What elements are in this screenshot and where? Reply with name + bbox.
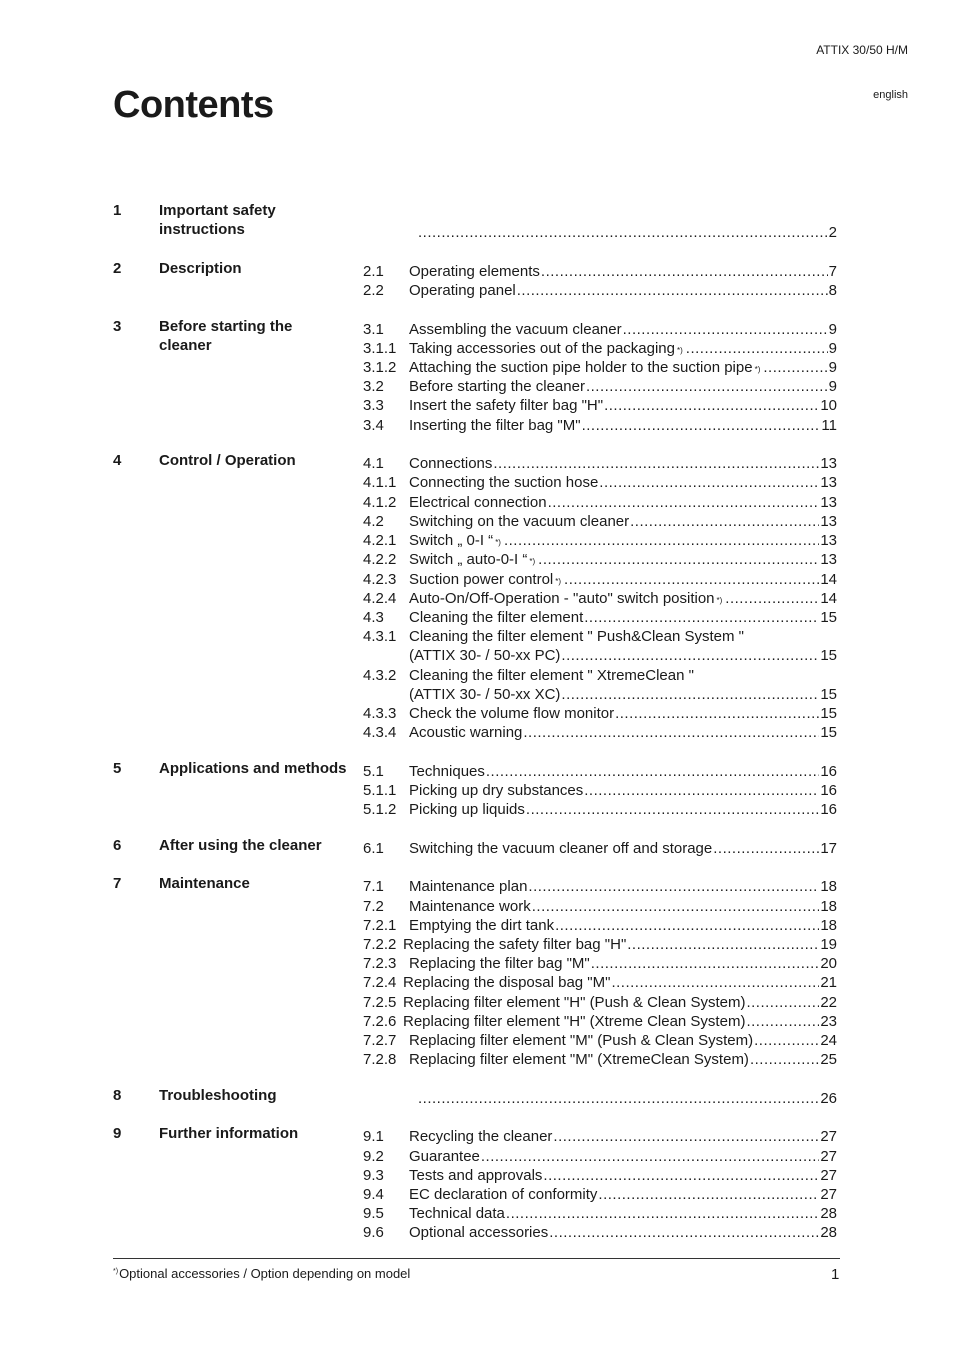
toc-entry bbox=[363, 781, 837, 800]
toc-entry-row bbox=[409, 454, 837, 473]
toc-entry-row bbox=[409, 608, 837, 627]
toc-entry bbox=[363, 1147, 837, 1166]
toc-entry-title: Emptying the dirt tank bbox=[409, 917, 555, 934]
toc-entry-page: 13 bbox=[820, 474, 837, 491]
toc-entry-title: Switching the vacuum cleaner off and storage bbox=[409, 840, 713, 857]
toc-entry-number: 4.2 bbox=[363, 513, 384, 530]
dot-leader bbox=[523, 723, 819, 742]
toc-entry-number: 9.5 bbox=[363, 1205, 384, 1222]
toc-entry bbox=[363, 473, 837, 492]
footnote bbox=[113, 1266, 410, 1281]
toc-entry-row bbox=[409, 1127, 837, 1146]
section-title: Before starting the cleaner bbox=[159, 318, 293, 354]
toc-entry-number: 4.3.3 bbox=[363, 705, 397, 722]
dot-leader bbox=[586, 377, 828, 396]
toc-entry-page: 9 bbox=[828, 378, 837, 395]
toc-entry-number: 4.3.4 bbox=[363, 724, 397, 741]
toc-entry-number: 3.4 bbox=[363, 417, 384, 434]
toc-entry-page: 8 bbox=[828, 282, 837, 299]
toc-entry-row bbox=[409, 666, 837, 685]
toc-entry bbox=[363, 935, 837, 954]
toc-entry-number: 7.2.3 bbox=[363, 955, 397, 972]
toc-entry-number: 4.1.2 bbox=[363, 494, 397, 511]
toc-entry-row bbox=[409, 839, 837, 858]
toc-entry-number: 7.2 bbox=[363, 898, 384, 915]
toc-entry-page: 17 bbox=[820, 840, 837, 857]
toc-entry-row bbox=[409, 800, 837, 819]
toc-entry-number: 9.6 bbox=[363, 1224, 384, 1241]
toc-entry bbox=[363, 666, 837, 685]
toc-entry bbox=[363, 1050, 837, 1069]
section-number: 2 bbox=[113, 260, 122, 277]
toc-entry-page: 9 bbox=[828, 340, 837, 357]
toc-entry-page: 15 bbox=[820, 686, 837, 704]
toc-entry-number: 4.1 bbox=[363, 455, 384, 472]
toc-entry-page: 23 bbox=[820, 1013, 837, 1030]
toc-entry-page: 13 bbox=[820, 513, 837, 530]
dot-leader bbox=[591, 954, 820, 973]
toc-entry-number: 7.2.7 bbox=[363, 1032, 397, 1049]
toc-entry-page: 27 bbox=[820, 1186, 837, 1203]
toc-entry-row bbox=[409, 377, 837, 396]
toc-entry-page: 26 bbox=[820, 1090, 837, 1107]
toc-entry-number: 4.2.1 bbox=[363, 532, 397, 549]
section-number: 6 bbox=[113, 837, 122, 854]
toc-entry-page: 18 bbox=[820, 898, 837, 915]
toc-entry-page: 11 bbox=[821, 417, 837, 434]
toc-entry-number: 3.1 bbox=[363, 321, 384, 338]
footnote-marker: *) bbox=[754, 365, 761, 374]
toc-entry-title: Assembling the vacuum cleaner bbox=[409, 321, 622, 338]
toc-entry-number: 9.4 bbox=[363, 1186, 384, 1203]
toc-entry-title: Operating panel bbox=[409, 282, 516, 299]
toc-entry-row bbox=[409, 916, 837, 935]
dot-leader bbox=[549, 1223, 819, 1242]
toc-entry-page: 25 bbox=[820, 1051, 837, 1068]
dot-leader bbox=[725, 589, 819, 608]
toc-entry-page: 2 bbox=[828, 224, 837, 241]
toc-entry-row bbox=[409, 1185, 837, 1204]
toc-entry bbox=[363, 916, 837, 935]
toc-entry-title: Switch „ 0-I “ bbox=[409, 532, 494, 549]
toc-entry bbox=[363, 993, 837, 1012]
toc-entry-row bbox=[409, 550, 837, 571]
toc-entry-page: 16 bbox=[820, 801, 837, 818]
dot-leader bbox=[686, 339, 828, 358]
toc-entry bbox=[363, 570, 837, 589]
toc-entry-title: Operating elements bbox=[409, 263, 540, 280]
toc-entry-title: Connecting the suction hose bbox=[409, 474, 599, 491]
toc-entry-page: 15 bbox=[820, 724, 837, 741]
dot-leader bbox=[526, 800, 819, 819]
section-title: Control / Operation bbox=[159, 452, 296, 469]
dot-leader bbox=[627, 935, 819, 954]
toc-entry-title: Technical data bbox=[409, 1205, 505, 1222]
toc-entry-page: 13 bbox=[820, 551, 837, 568]
dot-leader bbox=[541, 262, 828, 281]
toc-entry-title: Insert the safety filter bag "H" bbox=[409, 397, 604, 414]
toc-entry-row bbox=[409, 1147, 837, 1166]
toc-entry-page: 19 bbox=[820, 936, 837, 953]
toc-entry-number: 9.1 bbox=[363, 1128, 384, 1145]
toc-entry-number: 7.2.6 bbox=[363, 1013, 397, 1030]
toc-entry-page: 18 bbox=[820, 878, 837, 895]
section-title: Applications and methods bbox=[159, 760, 347, 777]
toc-entry-number: 7.2.5 bbox=[363, 994, 397, 1011]
dot-leader bbox=[584, 608, 819, 627]
section-title: After using the cleaner bbox=[159, 837, 322, 854]
section-title: Maintenance bbox=[159, 875, 250, 892]
toc-entry-row bbox=[403, 993, 837, 1012]
toc-entry-row bbox=[409, 473, 837, 492]
dot-leader bbox=[528, 877, 819, 896]
toc-entry-row bbox=[409, 1223, 837, 1242]
toc-entry-page: 15 bbox=[820, 647, 837, 665]
toc-entry-page: 15 bbox=[820, 705, 837, 722]
toc-entry-title: Taking accessories out of the packaging bbox=[409, 340, 675, 357]
dot-leader bbox=[418, 223, 828, 242]
toc-entry-page: 14 bbox=[820, 571, 837, 588]
toc-entry-page: 10 bbox=[820, 397, 837, 414]
toc-entry-title: Switch „ auto-0-I “ bbox=[409, 551, 528, 568]
toc-entry-page: 13 bbox=[820, 494, 837, 511]
toc-entry-number: 4.2.3 bbox=[363, 571, 397, 588]
toc-entry-row bbox=[403, 1012, 837, 1031]
dot-leader bbox=[713, 839, 819, 858]
dot-leader bbox=[746, 1012, 819, 1031]
toc-entry bbox=[363, 897, 837, 916]
section-number: 9 bbox=[113, 1125, 122, 1142]
dot-leader bbox=[754, 1031, 819, 1050]
dot-leader bbox=[750, 1050, 819, 1069]
section-number: 3 bbox=[113, 318, 122, 335]
toc-entry-number: 5.1 bbox=[363, 763, 384, 780]
toc-entry-row bbox=[409, 396, 837, 415]
toc-entry-row bbox=[409, 1031, 837, 1050]
dot-leader bbox=[553, 1127, 819, 1146]
section-number: 5 bbox=[113, 760, 122, 777]
toc-entry-number: 3.3 bbox=[363, 397, 384, 414]
toc-entry-title: Acoustic warning bbox=[409, 724, 523, 741]
toc-entry-row bbox=[409, 262, 837, 281]
toc-entry-row bbox=[417, 1089, 837, 1108]
toc-entry-title: Replacing filter element "H" (Xtreme Clean System) bbox=[403, 1013, 746, 1030]
toc-entry-row bbox=[409, 1166, 837, 1185]
dot-leader bbox=[599, 473, 819, 492]
toc-entry-row bbox=[417, 223, 837, 242]
toc-entry bbox=[363, 704, 837, 723]
toc-entry bbox=[363, 839, 837, 858]
toc-entry-number: 2.1 bbox=[363, 263, 384, 280]
toc-entry bbox=[363, 377, 837, 396]
toc-entry-title: Check the volume flow monitor bbox=[409, 705, 615, 722]
toc-entry-row bbox=[403, 973, 837, 992]
toc-entry bbox=[363, 1223, 837, 1242]
toc-entry-row bbox=[409, 646, 837, 665]
toc-entry-title: (ATTIX 30- / 50-xx PC) bbox=[409, 647, 561, 665]
toc-entry-number: 3.1.1 bbox=[363, 340, 397, 357]
section-title: Further information bbox=[159, 1125, 299, 1142]
toc-entry-title: Replacing filter element "H" (Push & Clean System) bbox=[403, 994, 746, 1011]
dot-leader bbox=[615, 704, 819, 723]
footnote-marker: *) bbox=[495, 538, 501, 547]
toc-entry-page: 21 bbox=[820, 974, 837, 991]
toc-entry bbox=[363, 800, 837, 819]
section-title: Troubleshooting bbox=[159, 1087, 277, 1104]
toc-entry-title: Replacing the disposal bag "M" bbox=[403, 974, 611, 991]
section-number: 4 bbox=[113, 452, 122, 469]
toc-entry-page: 15 bbox=[820, 609, 837, 626]
toc-entry-title: EC declaration of conformity bbox=[409, 1186, 598, 1203]
dot-leader bbox=[418, 1089, 819, 1108]
toc-entry-number: 6.1 bbox=[363, 840, 384, 857]
page-title: Contents bbox=[113, 84, 274, 126]
footnote-marker: *) bbox=[113, 1268, 119, 1275]
toc-entry-title: Maintenance work bbox=[409, 898, 531, 915]
dot-leader bbox=[598, 1185, 819, 1204]
toc-entry-title: Guarantee bbox=[409, 1148, 480, 1165]
dot-leader bbox=[564, 570, 819, 589]
footnote-marker: *) bbox=[677, 346, 683, 355]
toc-entry-row bbox=[409, 781, 837, 800]
toc-entry-number: 5.1.1 bbox=[363, 782, 397, 799]
toc-entry-continuation bbox=[363, 646, 837, 665]
toc-entry-page: 9 bbox=[828, 359, 837, 376]
toc-entry-number: 5.1.2 bbox=[363, 801, 397, 818]
toc-entry-title: Suction power control bbox=[409, 571, 554, 588]
toc-entry-title: Inserting the filter bag "M" bbox=[409, 417, 581, 434]
document-model: ATTIX 30/50 H/M bbox=[816, 43, 908, 57]
toc-entry-title: Auto-On/Off-Operation - "auto" switch position bbox=[409, 590, 715, 607]
toc-entry-number: 7.2.2 bbox=[363, 936, 397, 953]
toc-entry-page: 27 bbox=[820, 1148, 837, 1165]
toc-entry-row bbox=[409, 1204, 837, 1223]
toc-entry-page: 28 bbox=[820, 1205, 837, 1222]
toc-entry-number: 2.2 bbox=[363, 282, 384, 299]
toc-entry bbox=[363, 723, 837, 742]
toc-entry-title: Replacing filter element "M" (Push & Clean System) bbox=[409, 1032, 754, 1049]
toc-entry-row bbox=[409, 627, 837, 646]
toc-entry-continuation bbox=[363, 685, 837, 704]
toc-entry-row bbox=[409, 877, 837, 896]
footnote-text: Optional accessories / Option depending on model bbox=[119, 1266, 411, 1281]
toc-entry bbox=[363, 454, 837, 473]
footnote-marker: *) bbox=[555, 577, 562, 586]
dot-leader bbox=[611, 973, 819, 992]
toc-entry-title: Optional accessories bbox=[409, 1224, 549, 1241]
toc-entry bbox=[363, 608, 837, 627]
dot-leader bbox=[630, 512, 819, 531]
toc-entry bbox=[363, 1089, 837, 1108]
dot-leader bbox=[481, 1147, 819, 1166]
toc-entry-title: Techniques bbox=[409, 763, 485, 780]
toc-entry-title: Before starting the cleaner bbox=[409, 378, 585, 395]
toc-entry-page: 13 bbox=[820, 532, 837, 549]
toc-entry bbox=[363, 339, 837, 358]
dot-leader bbox=[517, 281, 828, 300]
toc-entry-row bbox=[403, 935, 837, 954]
toc-entry-row bbox=[409, 685, 837, 704]
section-number: 7 bbox=[113, 875, 122, 892]
dot-leader bbox=[561, 685, 819, 704]
toc-entry bbox=[363, 762, 837, 781]
toc-entry bbox=[363, 877, 837, 896]
toc-entry-number: 7.2.1 bbox=[363, 917, 397, 934]
toc-entry-page: 16 bbox=[820, 782, 837, 799]
toc-entry-page: 20 bbox=[820, 955, 837, 972]
toc-entry bbox=[363, 1031, 837, 1050]
dot-leader bbox=[486, 762, 819, 781]
toc-entry bbox=[363, 281, 837, 300]
dot-leader bbox=[506, 1204, 819, 1223]
toc-entry-page: 16 bbox=[820, 763, 837, 780]
toc-entry-page: 9 bbox=[828, 321, 837, 338]
toc-entry-page: 14 bbox=[820, 590, 837, 607]
section-number: 8 bbox=[113, 1087, 122, 1104]
toc-entry bbox=[363, 589, 837, 608]
toc-entry bbox=[363, 396, 837, 415]
toc-entry bbox=[363, 493, 837, 512]
toc-entry-row bbox=[409, 762, 837, 781]
footer-divider bbox=[113, 1258, 840, 1259]
dot-leader bbox=[561, 646, 819, 665]
toc-entry-page: 13 bbox=[820, 455, 837, 472]
toc-entry-number: 4.3.1 bbox=[363, 628, 397, 645]
toc-entry-number: 4.2.4 bbox=[363, 590, 397, 607]
toc-entry-title: Replacing the filter bag "M" bbox=[409, 955, 590, 972]
toc-entry-title: Electrical connection bbox=[409, 494, 547, 511]
dot-leader bbox=[532, 897, 820, 916]
toc-entry bbox=[363, 531, 837, 550]
toc-entry bbox=[363, 973, 837, 992]
toc-entry-number: 9.2 bbox=[363, 1148, 384, 1165]
toc-entry bbox=[363, 1166, 837, 1185]
dot-leader bbox=[543, 1166, 819, 1185]
toc-entry-title: (ATTIX 30- / 50-xx XC) bbox=[409, 686, 561, 704]
toc-entry-page: 18 bbox=[820, 917, 837, 934]
toc-entry-row bbox=[409, 954, 837, 973]
toc-entry-title: Maintenance plan bbox=[409, 878, 528, 895]
toc-entry bbox=[363, 627, 837, 646]
toc-entry-number: 7.2.8 bbox=[363, 1051, 397, 1068]
document-language: english bbox=[873, 89, 908, 101]
toc-entry-title: Cleaning the filter element " Push&Clean System " bbox=[409, 628, 744, 645]
dot-leader bbox=[623, 320, 828, 339]
toc-entry bbox=[363, 1012, 837, 1031]
toc-entry-row bbox=[409, 493, 837, 512]
toc-entry-page: 24 bbox=[820, 1032, 837, 1049]
toc-entry-number: 7.1 bbox=[363, 878, 384, 895]
dot-leader bbox=[584, 781, 819, 800]
toc-entry-number: 3.2 bbox=[363, 378, 384, 395]
dot-leader bbox=[763, 358, 827, 377]
toc-entry bbox=[363, 416, 837, 435]
toc-entry-row bbox=[409, 320, 837, 339]
toc-entry bbox=[363, 358, 837, 377]
toc-entry-title: Cleaning the filter element " XtremeClean " bbox=[409, 667, 694, 684]
dot-leader bbox=[548, 493, 820, 512]
toc-entry bbox=[363, 512, 837, 531]
toc-entry-row bbox=[409, 416, 837, 435]
toc-entry bbox=[363, 1204, 837, 1223]
dot-leader bbox=[555, 916, 819, 935]
toc-entry bbox=[363, 223, 837, 242]
toc-entry bbox=[363, 262, 837, 281]
toc-entry bbox=[363, 1127, 837, 1146]
toc-entry-title: Attaching the suction pipe holder to the suction pipe bbox=[409, 359, 753, 376]
toc-entry-title: Replacing filter element "M" (XtremeClean System) bbox=[409, 1051, 749, 1068]
section-title: Description bbox=[159, 260, 242, 277]
toc-entry-number: 3.1.2 bbox=[363, 359, 397, 376]
toc-entry-number: 4.3.2 bbox=[363, 667, 397, 684]
toc-entry-number: 4.1.1 bbox=[363, 474, 397, 491]
toc-entry bbox=[363, 1185, 837, 1204]
toc-entry-row bbox=[409, 512, 837, 531]
toc-entry-row bbox=[409, 1050, 837, 1069]
toc-entry-row bbox=[409, 723, 837, 742]
dot-leader bbox=[504, 531, 819, 550]
footnote-marker: *) bbox=[716, 596, 723, 605]
toc-entry-title: Picking up liquids bbox=[409, 801, 525, 818]
dot-leader bbox=[604, 396, 819, 415]
toc-entry-page: 22 bbox=[820, 994, 837, 1011]
toc-entry-number: 4.2.2 bbox=[363, 551, 397, 568]
dot-leader bbox=[493, 454, 819, 473]
page-number: 1 bbox=[831, 1266, 840, 1283]
toc-entry-title: Replacing the safety filter bag "H" bbox=[403, 936, 627, 953]
toc-entry bbox=[363, 550, 837, 569]
toc-entry-title: Cleaning the filter element bbox=[409, 609, 584, 626]
dot-leader bbox=[746, 993, 819, 1012]
footnote-marker: *) bbox=[529, 557, 536, 566]
toc-entry-title: Switching on the vacuum cleaner bbox=[409, 513, 630, 530]
toc-entry-page: 28 bbox=[820, 1224, 837, 1241]
dot-leader bbox=[538, 550, 819, 569]
toc-entry-title: Recycling the cleaner bbox=[409, 1128, 553, 1145]
toc-entry-title: Tests and approvals bbox=[409, 1167, 543, 1184]
toc-entry-page: 7 bbox=[828, 263, 837, 280]
toc-entry-title: Picking up dry substances bbox=[409, 782, 584, 799]
toc-entry-row bbox=[409, 704, 837, 723]
toc-entry-row bbox=[409, 897, 837, 916]
toc-entry-page: 27 bbox=[820, 1128, 837, 1145]
toc-entry-row bbox=[409, 281, 837, 300]
section-title: Important safety instructions bbox=[159, 202, 276, 238]
toc-entry bbox=[363, 320, 837, 339]
toc-entry-number: 4.3 bbox=[363, 609, 384, 626]
dot-leader bbox=[582, 416, 821, 435]
toc-entry-number: 7.2.4 bbox=[363, 974, 397, 991]
section-number: 1 bbox=[113, 202, 122, 219]
toc-entry-number: 9.3 bbox=[363, 1167, 384, 1184]
toc-entry bbox=[363, 954, 837, 973]
toc-entry-title: Connections bbox=[409, 455, 493, 472]
toc-entry-page: 27 bbox=[820, 1167, 837, 1184]
